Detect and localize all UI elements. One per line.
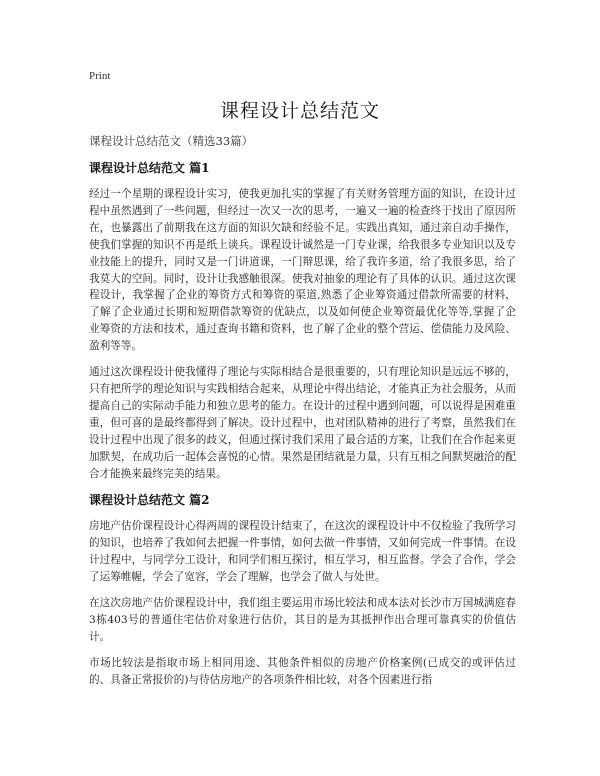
document-subtitle: 课程设计总结范文（精选33篇）	[89, 134, 254, 148]
print-link[interactable]: Print	[89, 70, 111, 82]
paragraph: 在这次房地产估价课程设计中，我们组主要运用市场比较法和成本法对长沙市万国城满庭春3栋403号的普通住宅估价对象进行估价，其目的是为其抵押作出合理可靠真实的价值估计。	[89, 597, 516, 643]
paragraph: 经过一个星期的课程设计实习，使我更加扎实的掌握了有关财务管理方面的知识，在设计过程中虽然遇到了一些问题，但经过一次又一次的思考，一遍又一遍的检查终于找出了原因所在，也暴露出了前期我在这方面的知识欠缺和经验不足。实践出真知，通过亲自动手操作，使我们掌握的知识不再是纸上谈兵。课程设计诚然是一门专业课，给我很多专业知识以及专业技能上的提升，同时又是一门讲道课，一门辩思课，给了我许多道，给了我很多思，给了我莫大的空间。同时，设计让我感触很深。使我对抽象的理论有了具体的认识。通过这次课程设计，我掌握了企业的筹资方式和筹资的渠道,熟悉了企业筹资通过借款所需要的材料，了解了企业通过长期和短期借款筹资的优缺点，以及如何使企业筹资最优化等等,掌握了企业筹资的方法和技术，通过查询书籍和资料，也了解了企业的整个营运、偿债能力及风险、盈利等等。	[89, 188, 516, 353]
section-heading: 课程设计总结范文 篇2	[89, 493, 210, 508]
page-title: 课程设计总结范文	[219, 100, 380, 122]
section-heading: 课程设计总结范文 篇1	[89, 161, 210, 175]
paragraph: 市场比较法是指取市场上相同用途、其他条件相似的房地产价格案例(已成交的或评估过的、具备正常报价的)与待估房地产的各项条件相比较，对各个因素进行指	[89, 656, 516, 686]
document-body	[89, 160, 516, 699]
paragraph: 通过这次课程设计使我懂得了理论与实际相结合是很重要的，只有理论知识是远远不够的，只有把所学的理论知识与实践相结合起来，从理论中得出结论，才能真正为社会服务，从而提高自己的实际动手能力和独立思考的能力。在设计的过程中遇到问题，可以说得是困难重重，但可喜的是最终都得到了解决。设计过程中，也对团队精神的进行了考察，虽然我们在设计过程中出现了很多的歧义，但通过探讨我们采用了最合适的方案，让我们在合作起来更加默契，在成功后一起体会喜悦的心情。果然是团结就是力量，只有互相之间默契融洽的配合才能换来最终完美的结果。	[89, 366, 516, 480]
section-2	[89, 492, 516, 688]
section-1	[89, 160, 516, 482]
paragraph: 房地产估价课程设计心得两周的课程设计结束了，在这次的课程设计中不仅检验了我所学习的知识，也培养了我如何去把握一件事情，如何去做一件事情，又如何完成一件事情。在设计过程中，与同学分工设计，和同学们相互探讨，相互学习，相互监督。学会了合作，学会了运筹帷幄，学会了宽容，学会了理解，也学会了做人与处世。	[89, 520, 516, 584]
